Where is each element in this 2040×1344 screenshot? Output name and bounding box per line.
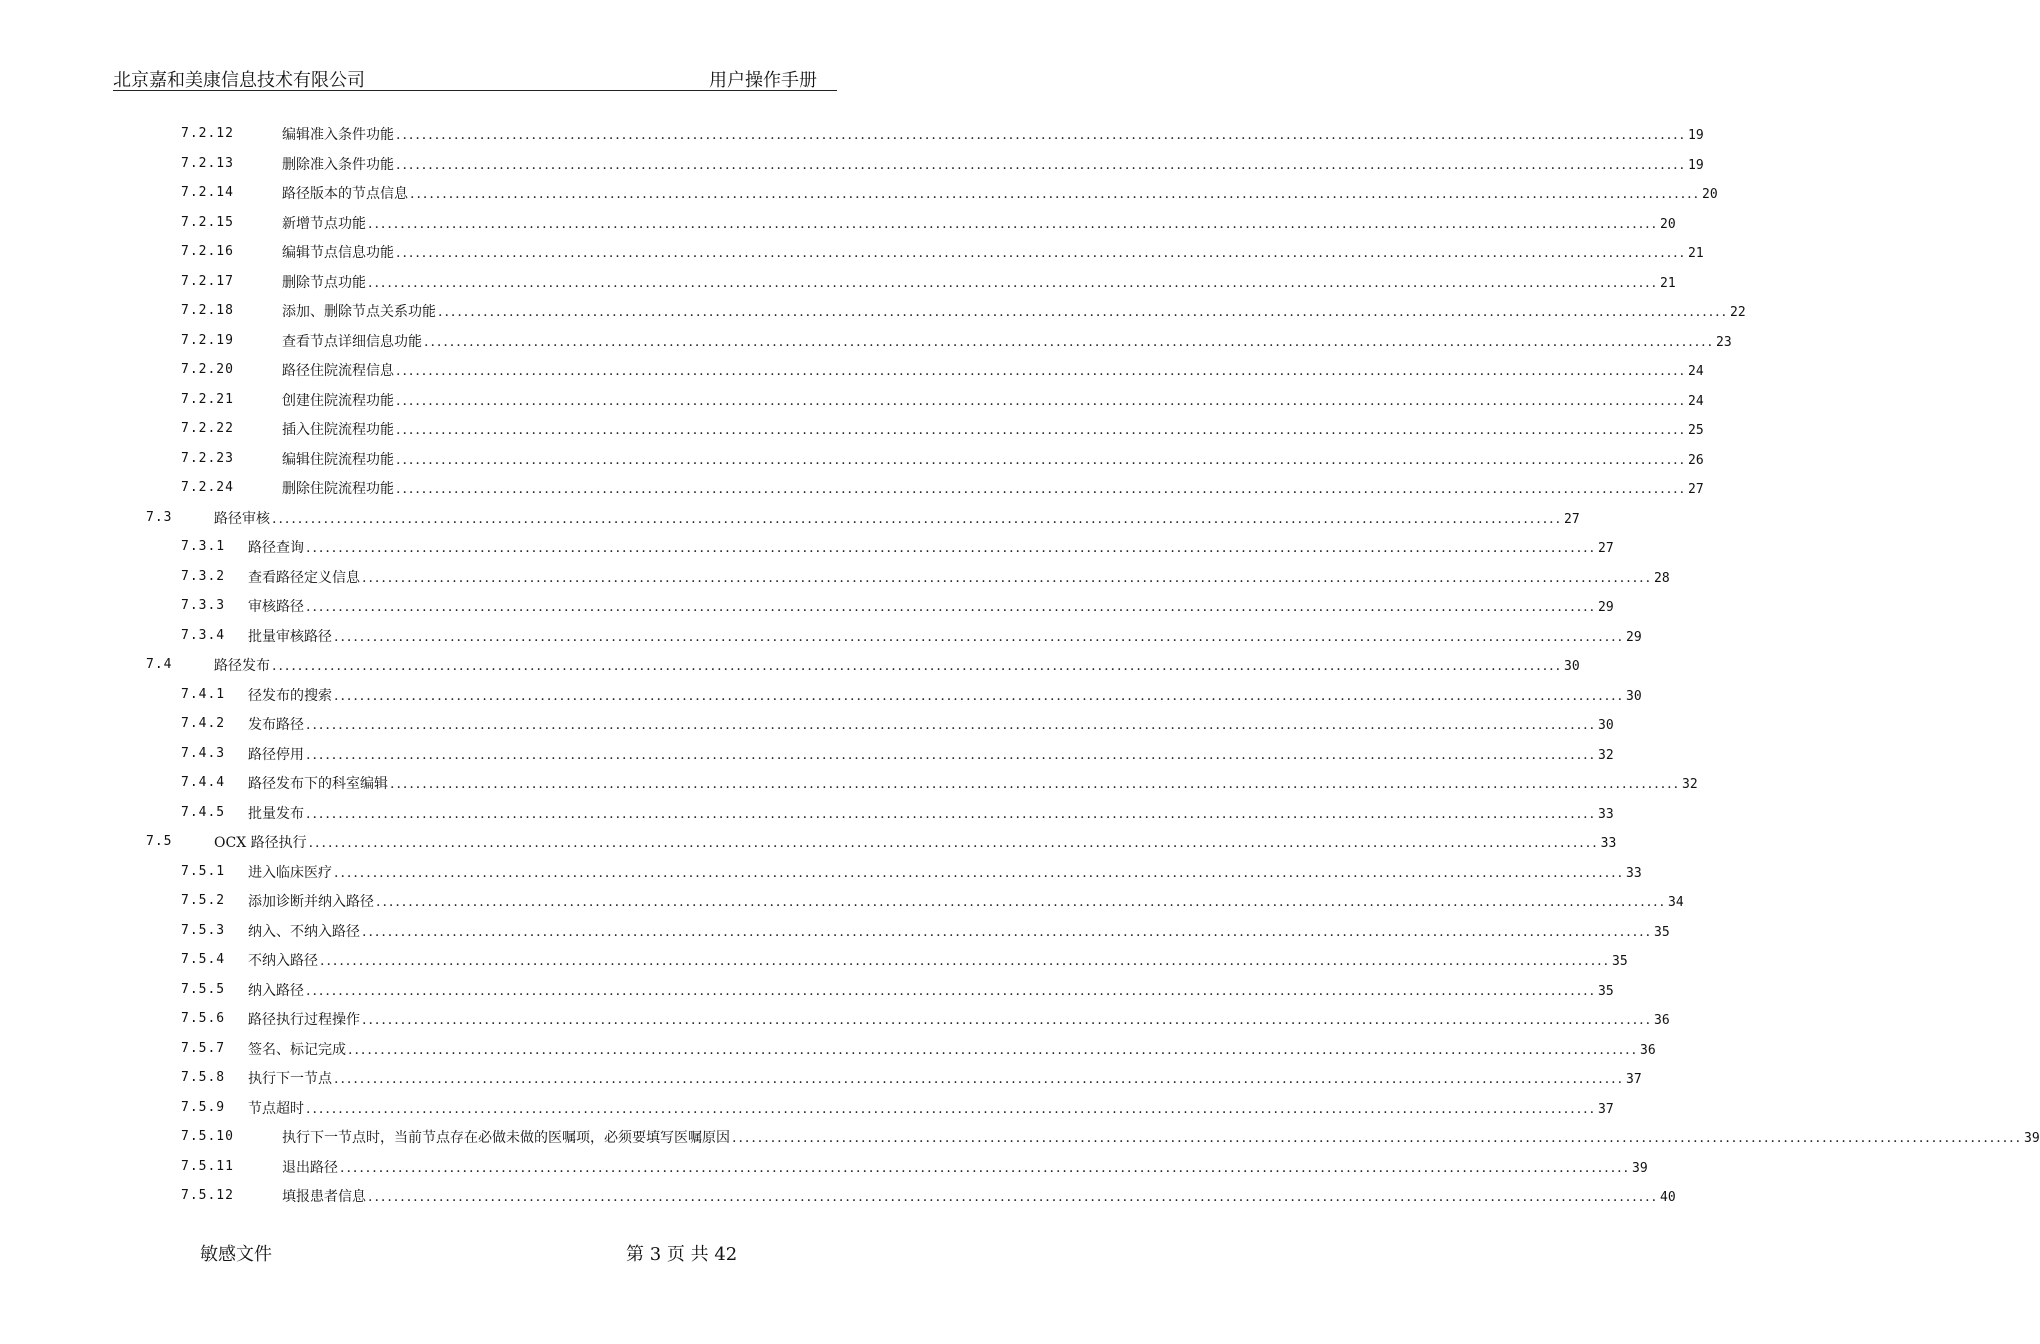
toc-entry-number: 7.5.4 [181, 952, 226, 967]
toc-entry-number: 7.4 [146, 657, 173, 672]
toc-entry-page: 30 [1598, 718, 1614, 733]
toc-entry[interactable] [0, 240, 1704, 264]
toc-entry[interactable] [0, 270, 1676, 294]
toc-entry-page: 39 [2024, 1131, 2040, 1146]
toc-leader-dots: ........................................................................................................................................................................................................ [272, 510, 1563, 527]
toc-entry-page: 33 [1598, 806, 1614, 822]
toc-entry-number: 7.5.8 [181, 1070, 226, 1085]
toc-entry[interactable] [0, 447, 1704, 471]
toc-entry[interactable] [0, 742, 1614, 766]
toc-entry[interactable] [0, 683, 1642, 707]
toc-entry-page: 21 [1660, 275, 1676, 291]
toc-leader-dots: ........................................................................................................................................................................................................ [334, 628, 1625, 645]
toc-leader-dots: ........................................................................................................................................................................................................ [306, 982, 1597, 999]
toc-entry-page: 29 [1598, 600, 1614, 615]
toc-entry-number: 7.5.2 [181, 893, 226, 908]
toc-entry-page: 20 [1702, 187, 1718, 202]
toc-entry-title: 执行下一节点 [248, 1071, 332, 1087]
toc-entry[interactable] [0, 978, 1614, 1002]
toc-entry-title: 签名、标记完成 [248, 1041, 346, 1058]
toc-entry[interactable] [0, 653, 1580, 677]
toc-entry-page: 23 [1716, 334, 1732, 350]
toc-leader-dots: ........................................................................................................................................................................................................ [396, 451, 1687, 468]
toc-entry-title: 纳入路径 [248, 982, 304, 999]
toc-entry[interactable] [0, 889, 1684, 913]
footer-page-number: 第 3 页 共 42 [626, 1244, 738, 1265]
toc-entry-page: 28 [1654, 570, 1670, 586]
toc-leader-dots: ........................................................................................................................................................................................................ [396, 363, 1687, 379]
toc-entry-number: 7.4.2 [181, 716, 226, 731]
toc-leader-dots: ........................................................................................................................................................................................................ [732, 1130, 2023, 1146]
toc-entry-title: 填报患者信息 [282, 1189, 366, 1205]
toc-leader-dots: ........................................................................................................................................................................................................ [396, 156, 1687, 173]
toc-entry-page: 32 [1598, 747, 1614, 763]
toc-entry-page: 32 [1682, 777, 1698, 792]
toc-entry-page: 35 [1654, 924, 1670, 940]
toc-entry-page: 27 [1564, 511, 1580, 527]
toc-entry-title: 添加诊断并纳入路径 [248, 894, 374, 910]
toc-leader-dots: ........................................................................................................................................................................................................ [424, 333, 1715, 350]
footer-classification: 敏感文件 [200, 1244, 272, 1265]
toc-leader-dots: ........................................................................................................................................................................................................ [396, 481, 1687, 497]
toc-leader-dots: ........................................................................................................................................................................................................ [396, 392, 1687, 409]
toc-entry-page: 19 [1688, 128, 1704, 143]
toc-leader-dots: ........................................................................................................................................................................................................ [334, 687, 1625, 704]
toc-entry-title: 路径执行过程操作 [248, 1012, 360, 1028]
toc-entry[interactable] [0, 830, 1617, 854]
toc-entry-number: 7.2.13 [181, 155, 234, 171]
toc-entry-title: 删除准入条件功能 [282, 156, 394, 173]
toc-entry-page: 29 [1626, 629, 1642, 645]
toc-entry-title: 发布路径 [248, 717, 304, 733]
toc-entry-page: 26 [1688, 452, 1704, 468]
toc-entry[interactable] [0, 771, 1698, 795]
toc-entry-number: 7.3 [146, 509, 173, 525]
toc-leader-dots: ........................................................................................................................................................................................................ [306, 746, 1597, 763]
toc-leader-dots: ........................................................................................................................................................................................................ [306, 717, 1597, 733]
toc-entry-number: 7.4.5 [181, 804, 226, 820]
toc-leader-dots: ........................................................................................................................................................................................................ [334, 864, 1625, 881]
toc-leader-dots: ........................................................................................................................................................................................................ [376, 894, 1667, 910]
toc-entry[interactable] [0, 1096, 1614, 1120]
toc-entry-title: 编辑节点信息功能 [282, 245, 394, 261]
toc-entry-number: 7.2.19 [181, 332, 234, 348]
toc-entry-page: 25 [1688, 423, 1704, 438]
toc-entry-page: 30 [1564, 659, 1580, 674]
toc-entry-title: 新增节点功能 [282, 215, 366, 232]
toc-entry-title: 进入临床医疗 [248, 864, 332, 881]
toc-entry-title: 编辑住院流程功能 [282, 451, 394, 468]
toc-leader-dots: ........................................................................................................................................................................................................ [368, 274, 1659, 291]
toc-entry-page: 34 [1668, 895, 1684, 910]
toc-entry-title: 路径查询 [248, 540, 304, 556]
header-company: 北京嘉和美康信息技术有限公司 [113, 70, 365, 91]
toc-entry[interactable] [0, 388, 1704, 412]
toc-leader-dots: ........................................................................................................................................................................................................ [396, 245, 1687, 261]
toc-entry[interactable] [0, 948, 1628, 972]
toc-leader-dots: ........................................................................................................................................................................................................ [306, 540, 1597, 556]
header-doc-title: 用户操作手册 [709, 70, 817, 91]
toc-leader-dots: ........................................................................................................................................................................................................ [362, 1012, 1653, 1028]
toc-entry-page: 37 [1626, 1072, 1642, 1087]
toc-leader-dots: ........................................................................................................................................................................................................ [308, 835, 1599, 851]
toc-entry-number: 7.3.1 [181, 539, 226, 554]
toc-entry-page: 24 [1688, 393, 1704, 409]
toc-entry-page: 27 [1598, 541, 1614, 556]
toc-leader-dots: ........................................................................................................................................................................................................ [368, 1189, 1659, 1205]
toc-entry[interactable] [0, 565, 1670, 589]
toc-entry[interactable] [0, 476, 1704, 500]
toc-entry-page: 36 [1654, 1013, 1670, 1028]
toc-entry-page: 35 [1612, 954, 1628, 969]
toc-entry-number: 7.5.7 [181, 1040, 226, 1056]
toc-entry-title: 节点超时 [248, 1100, 304, 1117]
toc-entry-title: 查看路径定义信息 [248, 569, 360, 586]
toc-leader-dots: ........................................................................................................................................................................................................ [306, 1100, 1597, 1117]
toc-leader-dots: ........................................................................................................................................................................................................ [362, 923, 1653, 940]
toc-entry[interactable] [0, 624, 1642, 648]
toc-entry-number: 7.3.2 [181, 568, 226, 584]
toc-entry[interactable] [0, 712, 1614, 736]
toc-entry[interactable] [0, 594, 1614, 618]
toc-entry-title: 路径停用 [248, 746, 304, 763]
toc-entry[interactable] [0, 1037, 1656, 1061]
toc-leader-dots: ........................................................................................................................................................................................................ [306, 805, 1597, 822]
toc-entry[interactable] [0, 122, 1704, 146]
toc-entry[interactable] [0, 506, 1580, 530]
toc-entry-page: 33 [1600, 836, 1617, 851]
toc-entry-number: 7.5.6 [181, 1011, 226, 1026]
toc-leader-dots: ........................................................................................................................................................................................................ [306, 599, 1597, 615]
toc-entry[interactable] [0, 919, 1670, 943]
toc-entry-page: 21 [1688, 246, 1704, 261]
toc-entry-number: 7.3.3 [181, 598, 226, 613]
toc-entry-number: 7.5.9 [181, 1099, 226, 1115]
toc-entry[interactable] [0, 211, 1676, 235]
toc-entry-number: 7.5.1 [181, 863, 226, 879]
toc-entry-number: 7.5.3 [181, 922, 226, 938]
toc-entry[interactable] [0, 1007, 1670, 1031]
toc-entry-title: 路径发布下的科室编辑 [248, 776, 388, 792]
toc-leader-dots: ........................................................................................................................................................................................................ [348, 1041, 1639, 1058]
toc-entry-title: 删除节点功能 [282, 274, 366, 291]
toc-entry[interactable] [0, 535, 1614, 559]
toc-leader-dots: ........................................................................................................................................................................................................ [320, 953, 1611, 969]
toc-leader-dots: ........................................................................................................................................................................................................ [272, 658, 1563, 674]
toc-entry-title: 不纳入路径 [248, 953, 318, 969]
toc-entry-number: 7.4.4 [181, 775, 226, 790]
toc-entry-number: 7.2.20 [181, 362, 234, 377]
toc-entry-number: 7.5 [146, 834, 173, 849]
toc-entry-number: 7.5.10 [181, 1129, 234, 1144]
toc-entry[interactable] [0, 358, 1704, 382]
toc-entry-number: 7.2.21 [181, 391, 234, 407]
toc-entry[interactable] [0, 1125, 2040, 1149]
toc-leader-dots: ........................................................................................................................................................................................................ [390, 776, 1681, 792]
toc-entry[interactable] [0, 152, 1704, 176]
toc-entry[interactable] [0, 1184, 1676, 1208]
toc-leader-dots: ........................................................................................................................................................................................................ [396, 127, 1687, 143]
toc-entry-title: 路径住院流程信息 [282, 363, 394, 379]
toc-entry[interactable] [0, 1155, 1648, 1179]
toc-entry-title: 查看节点详细信息功能 [282, 333, 422, 350]
toc-entry-page: 20 [1660, 216, 1676, 232]
toc-entry-title: 纳入、不纳入路径 [248, 923, 360, 940]
toc-entry-number: 7.2.22 [181, 421, 234, 436]
toc-entry-title: 路径审核 [214, 510, 270, 527]
toc-entry-number: 7.2.24 [181, 480, 234, 495]
toc-entry-title: 添加、删除节点关系功能 [282, 304, 436, 320]
toc-entry-number: 7.5.5 [181, 981, 226, 997]
toc-entry-page: 19 [1688, 157, 1704, 173]
toc-leader-dots: ........................................................................................................................................................................................................ [410, 186, 1701, 202]
toc-entry-number: 7.4.3 [181, 745, 226, 761]
toc-entry-title: 删除住院流程功能 [282, 481, 394, 497]
toc-entry-page: 39 [1632, 1160, 1648, 1176]
toc-entry-number: 7.5.12 [181, 1188, 234, 1203]
toc-entry-title: 批量审核路径 [248, 628, 332, 645]
toc-entry-title: 退出路径 [282, 1159, 338, 1176]
toc-entry[interactable] [0, 1066, 1642, 1090]
toc-entry-title: 插入住院流程功能 [282, 422, 394, 438]
toc-entry[interactable] [0, 329, 1732, 353]
toc-entry[interactable] [0, 860, 1642, 884]
toc-entry-title: OCX 路径执行 [214, 835, 307, 851]
toc-entry-page: 22 [1730, 305, 1746, 320]
toc-entry-page: 40 [1660, 1190, 1676, 1205]
toc-entry-page: 37 [1598, 1101, 1614, 1117]
toc-entry[interactable] [0, 181, 1718, 205]
toc-entry-number: 7.2.14 [181, 185, 234, 200]
toc-leader-dots: ........................................................................................................................................................................................................ [438, 304, 1729, 320]
toc-entry-title: 创建住院流程功能 [282, 392, 394, 409]
toc-entry-title: 径发布的搜索 [248, 687, 332, 704]
toc-entry-title: 执行下一节点时，当前节点存在必做未做的医嘱项，必须要填写医嘱原因 [282, 1130, 730, 1146]
toc-entry-number: 7.3.4 [181, 627, 226, 643]
toc-entry-number: 7.2.15 [181, 214, 234, 230]
toc-leader-dots: ........................................................................................................................................................................................................ [334, 1071, 1625, 1087]
toc-entry-title: 审核路径 [248, 599, 304, 615]
toc-entry[interactable] [0, 801, 1614, 825]
toc-entry-title: 编辑准入条件功能 [282, 127, 394, 143]
toc-entry[interactable] [0, 417, 1704, 441]
toc-entry-number: 7.2.17 [181, 273, 234, 289]
page-header [113, 64, 837, 91]
toc-entry-number: 7.2.16 [181, 244, 234, 259]
toc-entry-title: 路径版本的节点信息 [282, 186, 408, 202]
toc-entry-page: 33 [1626, 865, 1642, 881]
toc-leader-dots: ........................................................................................................................................................................................................ [396, 422, 1687, 438]
toc-entry-number: 7.4.1 [181, 686, 226, 702]
toc-entry[interactable] [0, 299, 1746, 323]
toc-entry-number: 7.2.23 [181, 450, 234, 466]
toc-entry-page: 30 [1626, 688, 1642, 704]
toc-entry-page: 35 [1598, 983, 1614, 999]
toc-entry-number: 7.5.11 [181, 1158, 234, 1174]
toc-entry-page: 27 [1688, 482, 1704, 497]
toc-entry-title: 路径发布 [214, 658, 270, 674]
toc-entry-page: 36 [1640, 1042, 1656, 1058]
toc-leader-dots: ........................................................................................................................................................................................................ [340, 1159, 1631, 1176]
toc-entry-title: 批量发布 [248, 805, 304, 822]
toc-leader-dots: ........................................................................................................................................................................................................ [362, 569, 1653, 586]
toc-entry-number: 7.2.18 [181, 303, 234, 318]
toc-entry-page: 24 [1688, 364, 1704, 379]
toc-entry-number: 7.2.12 [181, 126, 234, 141]
toc-leader-dots: ........................................................................................................................................................................................................ [368, 215, 1659, 232]
